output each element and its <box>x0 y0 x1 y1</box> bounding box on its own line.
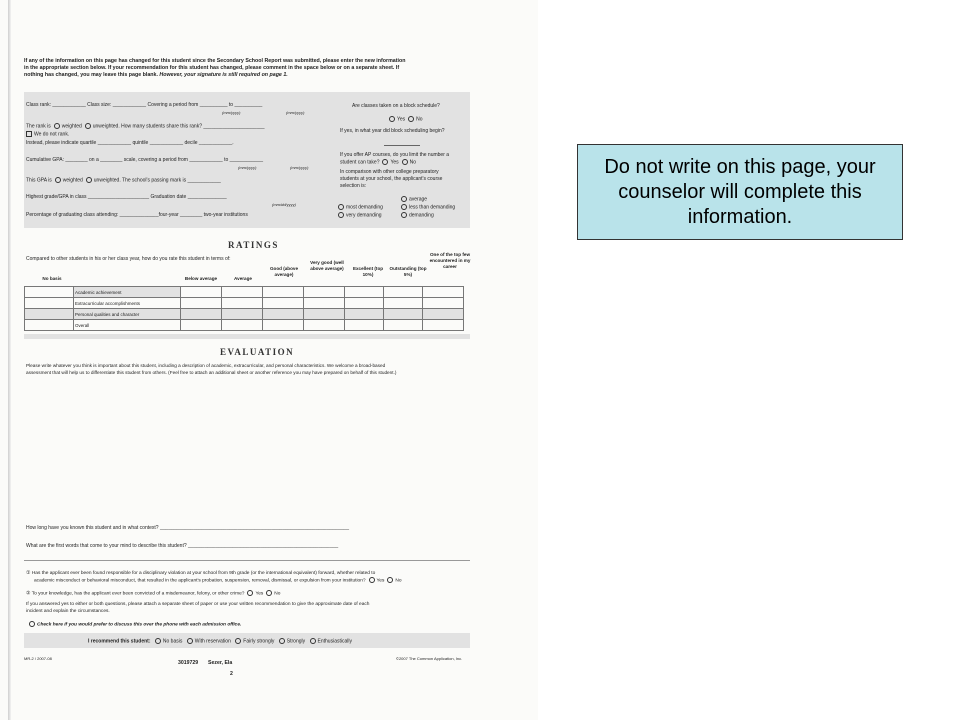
crime-question: ② To your knowledge, has the applicant ever been convicted of a misdemeanor, felony, or other crime? Yes No <box>26 590 281 597</box>
course-option: less than demanding <box>398 204 455 210</box>
date-format: (mm/yyyy) <box>290 165 309 170</box>
ap-question: If you offer AP courses, do you limit the number a <box>340 152 450 158</box>
radio-icon <box>338 212 344 218</box>
radio-icon <box>247 590 253 596</box>
radio-icon <box>85 123 91 129</box>
ratings-question: Compared to other students in his or her class year, how do you rate this student in terms of: <box>26 256 231 262</box>
student-id: 3019729 <box>178 660 199 666</box>
radio-icon <box>86 177 92 183</box>
radio-icon <box>401 196 407 202</box>
ap-question: student can take? Yes No <box>340 159 417 166</box>
table-row <box>25 309 464 320</box>
gpa-line: Cumulative GPA: ________ on a ________ scale, covering a period from ____________ to ____________ <box>26 157 264 163</box>
date-format: (mm/yyyy) <box>238 165 257 170</box>
divider-line <box>24 560 470 561</box>
rating-column-header: Good (above average) <box>269 266 299 277</box>
phone-option: Check here if you would prefer to discuss this over the phone with each admission office. <box>26 621 241 628</box>
follow-up-text: incident and explain the circumstances. <box>26 609 110 614</box>
radio-icon <box>408 116 414 122</box>
discipline-question: academic misconduct or behavioral misconduct, that resulted in the applicant's probation, suspension, removal, dismissal, or expulsion from your institution? Yes No <box>34 578 402 584</box>
recommend-row: I recommend this student: No basis With reservation Fairly strongly Strongly Enthusiastically <box>88 638 352 645</box>
radio-icon <box>29 621 35 627</box>
comparison-text: selection is: <box>340 183 367 189</box>
rating-row-label: Academic achievement <box>74 287 181 298</box>
discipline-question: ① Has the applicant ever been found responsible for a disciplinary violation at your school from 9th grade (or the international equivalent) forward, whether related to <box>26 570 376 576</box>
checkbox-icon <box>26 131 32 137</box>
radio-icon <box>401 204 407 210</box>
section-divider <box>24 334 470 339</box>
rating-column-header: Outstanding (top 5%) <box>389 266 427 277</box>
first-words-question: What are the first words that come to your mind to describe this student? ______________________________________________________ <box>26 543 339 549</box>
no-rank-line: We do not rank. <box>26 131 69 137</box>
instructions-line: nothing has changed, you may leave this page blank. However, your signature is still required on page 1. <box>24 72 288 78</box>
known-question: How long have you known this student and in what context? ____________________________________________________________________ <box>26 525 350 531</box>
radio-icon <box>310 638 316 644</box>
copyright: ©2007 The Common Application, Inc. <box>396 656 463 661</box>
gpa-weight-line: This GPA is weighted unweighted. The school's passing mark is ____________ <box>26 177 221 184</box>
rating-column-header: No basis <box>42 276 62 281</box>
rank-weight-line: The rank is weighted unweighted. How many students share this rank? ______________________ <box>26 123 265 130</box>
evaluation-title: EVALUATION <box>220 347 295 357</box>
evaluation-instructions: assessment that will help us to differentiate this student from others. (Feel free to attach an additional sheet or another reference you may have prepared on behalf of this student.) <box>26 370 397 375</box>
course-option: most demanding <box>335 204 383 210</box>
block-schedule-question: Are classes taken on a block schedule? <box>352 103 440 109</box>
highest-grade-line: Highest grade/GPA in class ______________________ Graduation date ______________ <box>26 194 227 200</box>
radio-icon <box>382 159 388 165</box>
circle-1-icon: ① <box>26 570 31 576</box>
radio-icon <box>402 159 408 165</box>
radio-icon <box>187 638 193 644</box>
course-option: very demanding <box>335 212 382 218</box>
radio-icon <box>55 177 61 183</box>
answer-line <box>384 145 420 146</box>
percentage-line: Percentage of graduating class attending: ______________four-year ________ two-year institutions <box>26 212 248 218</box>
course-option: demanding <box>398 212 434 218</box>
radio-icon <box>54 123 60 129</box>
instructions-line: If any of the information on this page has changed for this student since the Secondary School Report was submitted, please enter the new information <box>24 58 406 64</box>
table-row <box>25 287 464 298</box>
ratings-table <box>24 286 464 331</box>
class-rank-line: Class rank: ____________ Class size: ____________ Covering a period from __________ to __________ <box>26 102 263 108</box>
comparison-text: students at your school, the applicant's course <box>340 176 443 182</box>
follow-up-text: If you answered yes to either or both questions, please attach a separate sheet of paper or use your written recommendation to give the approximate date of each <box>26 602 370 607</box>
form-code: MR-2 / 2007-08 <box>24 656 52 661</box>
radio-icon <box>266 590 272 596</box>
table-row <box>25 298 464 309</box>
radio-icon <box>155 638 161 644</box>
table-row <box>25 320 464 331</box>
radio-icon <box>279 638 285 644</box>
radio-icon <box>389 116 395 122</box>
date-format: (mm/yyyy) <box>222 110 241 115</box>
rating-column-header: Very good (well above average) <box>310 260 344 271</box>
instructions-line: in the appropriate section below. If your recommendation for this student has changed, please comment in the space below or on a separate sheet. If <box>24 65 400 71</box>
evaluation-instructions: Please write whatever you think is important about this student, including a description of academic, extracurricular, and personal characteristics. We welcome a broad-based <box>26 363 386 368</box>
rating-column-header: One of the top few encountered in my career <box>429 252 471 269</box>
yes-no-options: Yes No <box>386 116 423 122</box>
counselor-note-callout <box>577 144 903 240</box>
ratings-title: RATINGS <box>228 240 279 250</box>
rating-row-label: Overall <box>74 320 181 331</box>
radio-icon <box>387 577 393 583</box>
callout-text: Do not write on this page, your counselor will complete this information. <box>604 155 876 228</box>
rating-row-label: Personal qualities and character <box>74 309 181 320</box>
student-name: Sezer, Ela <box>208 660 233 666</box>
date-format: (mm/yyyy) <box>286 110 305 115</box>
radio-icon <box>338 204 344 210</box>
rating-row-label: Extracurricular accomplishments <box>74 298 181 309</box>
radio-icon <box>369 577 375 583</box>
instructions <box>24 58 470 79</box>
radio-icon <box>401 212 407 218</box>
radio-icon <box>235 638 241 644</box>
quartile-line: Instead, please indicate quartile ____________ quintile ____________ decile ____________. <box>26 140 234 146</box>
rating-column-header: Below average <box>184 276 218 281</box>
block-begin-question: If yes, in what year did block scheduling begin? <box>340 128 445 134</box>
date-format: (mm/dd/yyyy) <box>272 202 296 207</box>
rating-column-header: Excellent (top 10%) <box>352 266 384 277</box>
page-number: 2 <box>230 671 233 677</box>
rating-column-header: Average <box>234 276 252 281</box>
course-option: average <box>398 196 427 202</box>
circle-2-icon: ② <box>26 590 31 597</box>
page-edge <box>8 0 11 720</box>
comparison-text: In comparison with other college preparatory <box>340 169 439 175</box>
